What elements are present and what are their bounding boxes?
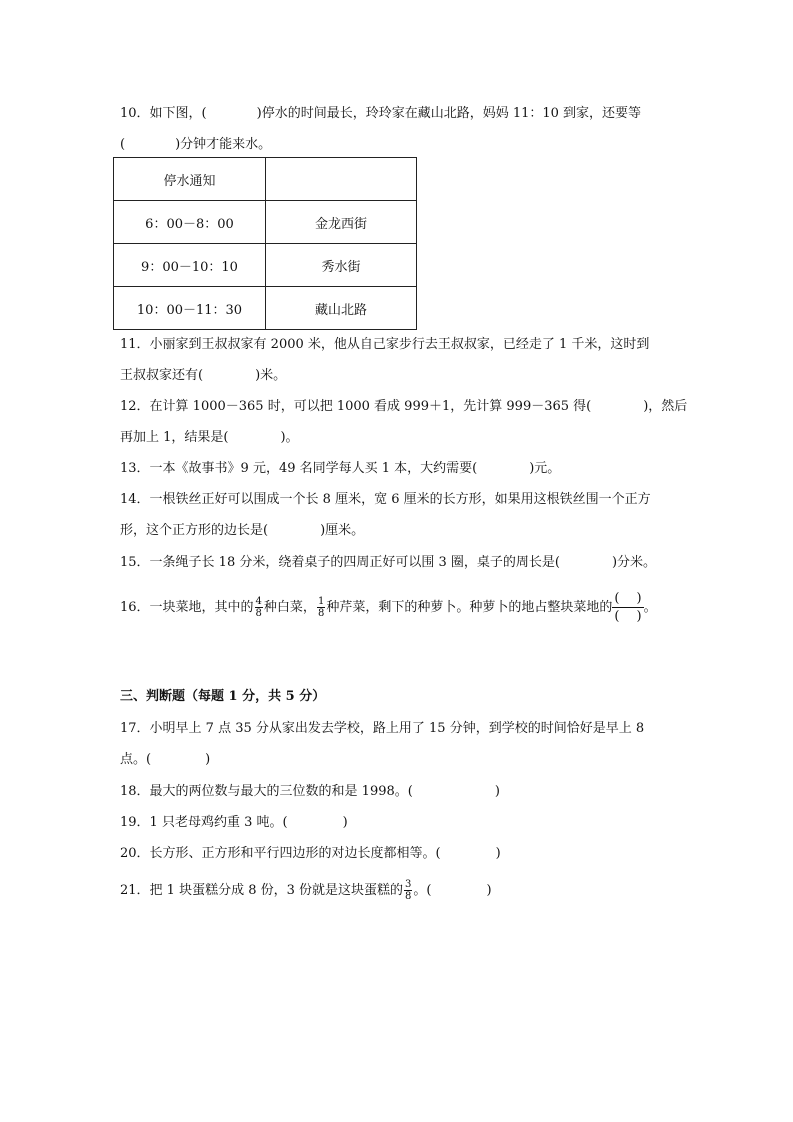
q15-text-b: )分米。: [611, 555, 657, 570]
question-14-line-1: [120, 492, 651, 508]
q16-answer-fraction[interactable]: [612, 590, 643, 625]
q18-text-a: 18．最大的两位数与最大的三位数的和是 1998。(: [120, 784, 413, 799]
q16-text-b: 种白菜，: [263, 600, 316, 615]
fraction-denominator-blank[interactable]: ( ): [614, 609, 642, 624]
q11-text-a: 11．小丽家到王叔叔家有 2000 米，他从自己家步行去王叔叔家，已经走了 1 千米，这时到: [120, 337, 650, 352]
fraction-denominator: 8: [317, 608, 325, 619]
question-12-line-2: [120, 430, 299, 446]
q21-fraction: [404, 879, 412, 902]
fraction-denominator: 8: [405, 891, 412, 902]
table-row: [114, 201, 417, 244]
q21-text-b: 。(: [413, 883, 432, 898]
table-header-row: [114, 158, 417, 201]
question-14-line-2: [120, 523, 364, 539]
q12-text-c: 再加上 1，结果是(: [120, 430, 229, 445]
question-13: [120, 461, 560, 477]
question-17-line-1: [120, 721, 644, 737]
table-cell-time: 6：00－8：00: [114, 201, 266, 244]
question-17-line-2: [120, 752, 210, 768]
q20-text-a: 20．长方形、正方形和平行四边形的对边长度都相等。(: [120, 846, 441, 861]
fraction-numerator: 4: [255, 596, 262, 607]
table-row: [114, 244, 417, 287]
q13-text-b: )元。: [529, 461, 561, 476]
q20-text-b: ): [495, 846, 501, 861]
q14-text-c: )厘米。: [320, 523, 365, 538]
q17-text-a: 17．小明早上 7 点 35 分从家出发去学校，路上用了 15 分钟，到学校的时间恰好是早上 8: [120, 721, 645, 736]
q12-text-d: )。: [280, 430, 299, 445]
q16-text-a: 16．一块菜地，其中的: [120, 600, 254, 615]
q21-text-a: 21．把 1 块蛋糕分成 8 份，3 份就是这块蛋糕的: [120, 883, 404, 898]
q14-text-a: 14．一根铁丝正好可以围成一个长 8 厘米，宽 6 厘米的长方形，如果用这根铁丝围一个正方: [120, 492, 651, 507]
question-21: [120, 876, 492, 906]
q13-text-a: 13．一本《故事书》9 元，49 名同学每人买 1 本，大约需要(: [120, 461, 478, 476]
q17-text-c: ): [205, 752, 211, 767]
question-11-line-1: [120, 337, 649, 353]
question-11-line-2: [120, 368, 286, 384]
q10-text-a: 10．如下图，(: [120, 106, 207, 121]
q10-text-c: (: [120, 137, 126, 152]
table-cell-time: 10：00－11：30: [114, 287, 266, 330]
q19-text-a: 19．1 只老母鸡约重 3 吨。(: [120, 815, 288, 830]
question-20: [120, 846, 501, 862]
question-16: [120, 588, 657, 628]
fraction-numerator: 3: [405, 879, 412, 890]
q12-text-b: )，然后: [643, 399, 688, 414]
table-header-cell: [266, 158, 417, 201]
q21-text-c: ): [486, 883, 492, 898]
question-12-line-1: [120, 399, 687, 415]
q19-text-b: ): [342, 815, 348, 830]
q15-text-a: 15．一条绳子长 18 分米，绕着桌子的四周正好可以围 3 圈，桌子的周长是(: [120, 555, 560, 570]
q16-text-d: 。: [643, 600, 657, 615]
q10-text-b: )停水的时间最长，玲玲家在藏山北路，妈妈 11：10 到家，还要等: [256, 106, 642, 121]
section-3-title: 三、判断题（每题 1 分，共 5 分）: [120, 689, 326, 704]
question-18: [120, 784, 500, 800]
question-15: [120, 555, 656, 571]
table-header-cell: 停水通知: [114, 158, 266, 201]
q16-fraction-2: [317, 596, 325, 619]
table-cell-time: 9：00－10：10: [114, 244, 266, 287]
table-cell-street: 藏山北路: [266, 287, 417, 330]
water-outage-table: [113, 157, 417, 330]
q11-text-b: 王叔叔家还有(: [120, 368, 204, 383]
table-row: [114, 287, 417, 330]
q11-text-c: )米。: [255, 368, 287, 383]
q14-text-b: 形，这个正方形的边长是(: [120, 523, 269, 538]
q17-text-b: 点。(: [120, 752, 152, 767]
table-cell-street: 金龙西街: [266, 201, 417, 244]
q18-text-b: ): [494, 784, 500, 799]
question-10-line-1: [120, 106, 641, 122]
q12-text-a: 12．在计算 1000－365 时，可以把 1000 看成 999＋1，先计算 999－365 得(: [120, 399, 592, 414]
fraction-denominator: 8: [255, 608, 262, 619]
q16-text-c: 种芹菜，剩下的种萝卜。种萝卜的地占整块菜地的: [326, 600, 613, 615]
table-cell-street: 秀水街: [266, 244, 417, 287]
q16-fraction-1: [255, 596, 263, 619]
fraction-numerator-blank[interactable]: ( ): [614, 591, 642, 606]
question-19: [120, 815, 348, 831]
q10-text-d: )分钟才能来水。: [175, 137, 272, 152]
fraction-numerator: 1: [317, 596, 325, 607]
question-10-line-2: [120, 137, 271, 153]
